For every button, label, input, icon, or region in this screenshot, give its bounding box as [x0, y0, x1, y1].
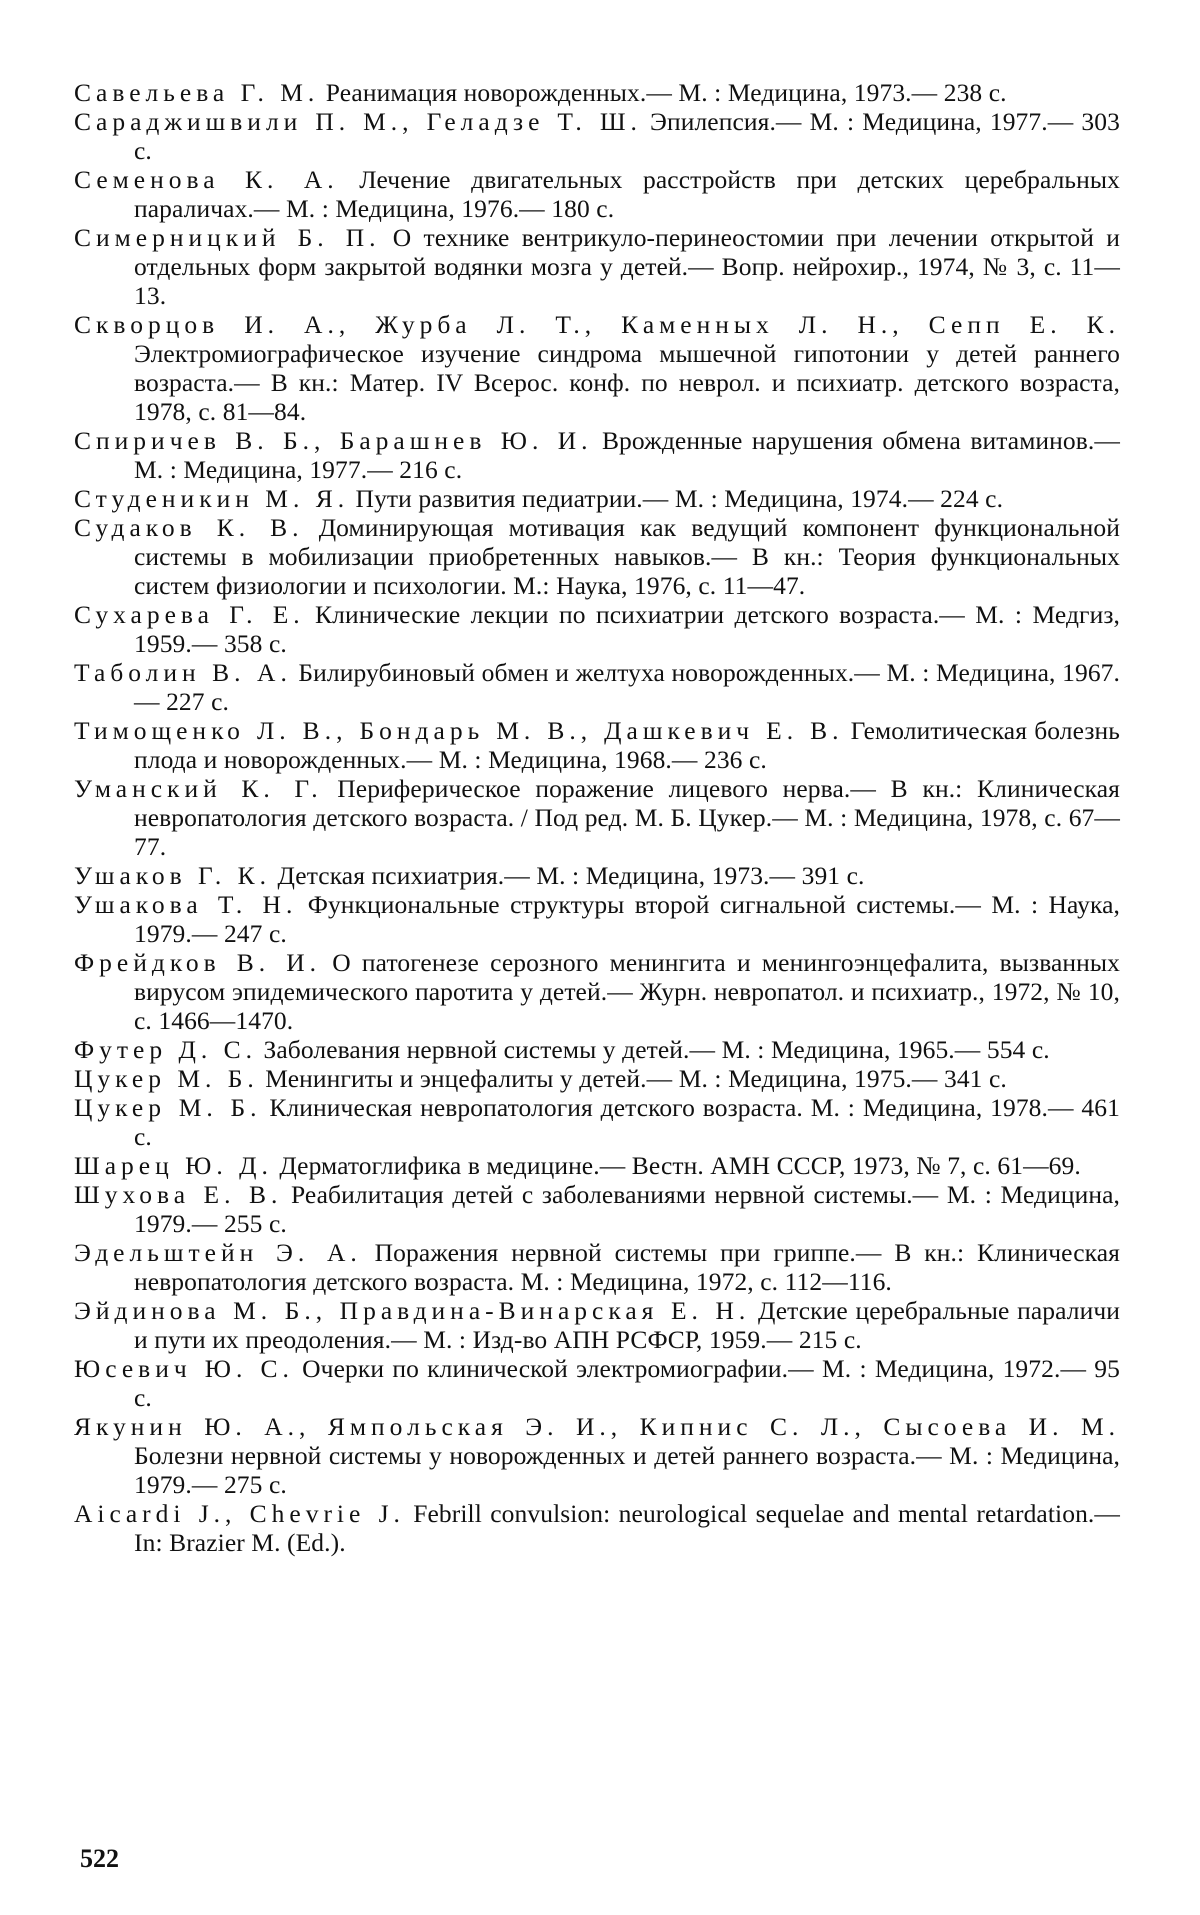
- reference-text: Febrill convulsion: neurological sequelae and mental retardation.— In: Brazier M. (Ed.).: [134, 1499, 1120, 1557]
- reference-entry: [74, 1412, 1120, 1499]
- reference-authors: Фрейдков В. И.: [74, 948, 321, 977]
- reference-entry: [74, 107, 1120, 165]
- reference-text: Детские церебральные параличи и пути их преодоления.— М. : Изд-во АПН РСФСР, 1959.— 215 с.: [134, 1296, 1120, 1354]
- reference-text: Заболевания нервной системы у детей.— М. : Медицина, 1965.— 554 с.: [257, 1035, 1050, 1064]
- reference-text: Детская психиатрия.— М. : Медицина, 1973.— 391 с.: [271, 861, 865, 890]
- reference-authors: Уманский К. Г.: [74, 774, 323, 803]
- reference-entry: [74, 1035, 1120, 1064]
- reference-authors: Савельева Г. М.: [74, 78, 319, 107]
- reference-authors: Судаков К. В.: [74, 513, 304, 542]
- reference-text: О технике вентрикуло-перинеостомии при лечении открытой и отдельных форм закрытой водянки мозга у детей.— Вопр. нейрохир., 1974, № 3, с. 11—13.: [134, 223, 1120, 310]
- reference-authors: Ушаков Г. К.: [74, 861, 271, 890]
- reference-entry: [74, 861, 1120, 890]
- reference-authors: Эйдинова М. Б., Правдина-Винарская Е. Н.: [74, 1296, 750, 1325]
- reference-text: Электромиографическое изучение синдрома мышечной гипотонии у детей раннего возраста.— В кн.: Матер. IV Всерос. конф. по неврол. и психиатр. детского возраста, 1978, с. 81—84.: [134, 339, 1120, 426]
- reference-text: Реабилитация детей с заболеваниями нервной системы.— М. : Медицина, 1979.— 255 с.: [134, 1180, 1120, 1238]
- reference-text: Реанимация новорожденных.— М. : Медицина, 1973.— 238 с.: [319, 78, 1006, 107]
- reference-text: Функциональные структуры второй сигнальной системы.— М. : Наука, 1979.— 247 с.: [134, 890, 1120, 948]
- reference-text: Билирубиновый обмен и желтуха новорожденных.— М. : Медицина, 1967.— 227 с.: [134, 658, 1120, 716]
- reference-entry: [74, 426, 1120, 484]
- reference-entry: [74, 658, 1120, 716]
- reference-entry: [74, 1180, 1120, 1238]
- reference-text: Эпилепсия.— М. : Медицина, 1977.— 303 с.: [134, 107, 1120, 165]
- reference-entry: [74, 1499, 1120, 1557]
- reference-entry: [74, 1354, 1120, 1412]
- reference-authors: Сараджишвили П. М., Геладзе Т. Ш.: [74, 107, 642, 136]
- reference-text: Врожденные нарушения обмена витаминов.— М. : Медицина, 1977.— 216 с.: [134, 426, 1120, 484]
- reference-authors: Шухова Е. В.: [74, 1180, 282, 1209]
- reference-text: Очерки по клинической электромиографии.— М. : Медицина, 1972.— 95 с.: [134, 1354, 1120, 1412]
- reference-authors: Цукер М. Б.: [74, 1064, 259, 1093]
- reference-text: Дерматоглифика в медицине.— Вестн. АМН СССР, 1973, № 7, с. 61—69.: [273, 1151, 1081, 1180]
- reference-entry: [74, 1238, 1120, 1296]
- reference-authors: Спиричев В. Б., Барашнев Ю. И.: [74, 426, 592, 455]
- reference-authors: Студеникин М. Я.: [74, 484, 349, 513]
- reference-authors: Эдельштейн Э. А.: [74, 1238, 362, 1267]
- reference-entry: [74, 890, 1120, 948]
- reference-entry: [74, 600, 1120, 658]
- reference-entry: [74, 1093, 1120, 1151]
- reference-authors: Aicardi J., Chevrie J.: [74, 1499, 405, 1528]
- reference-entry: [74, 78, 1120, 107]
- reference-entry: [74, 310, 1120, 426]
- reference-authors: Таболин В. А.: [74, 658, 292, 687]
- reference-authors: Футер Д. С.: [74, 1035, 257, 1064]
- reference-text: Клиническая невропатология детского возраста. М. : Медицина, 1978.— 461 с.: [134, 1093, 1120, 1151]
- reference-text: Доминирующая мотивация как ведущий компонент функциональной системы в мобилизации приобретенных навыков.— В кн.: Теория функциональных систем физиологии и психологии. М.: Наука, 1976, с. 11—47.: [134, 513, 1120, 600]
- reference-authors: Семенова К. А.: [74, 165, 339, 194]
- reference-authors: Тимощенко Л. В., Бондарь М. В., Дашкевич Е. В.: [74, 716, 844, 745]
- reference-entry: [74, 165, 1120, 223]
- reference-authors: Сухарева Г. Е.: [74, 600, 305, 629]
- reference-entry: [74, 1064, 1120, 1093]
- reference-entry: [74, 223, 1120, 310]
- reference-text: Клинические лекции по психиатрии детского возраста.— М. : Медгиз, 1959.— 358 с.: [134, 600, 1120, 658]
- reference-entry: [74, 1296, 1120, 1354]
- reference-text: Поражения нервной системы при гриппе.— В кн.: Клиническая невропатология детского возраста. М. : Медицина, 1972, с. 112—116.: [134, 1238, 1120, 1296]
- reference-entry: [74, 513, 1120, 600]
- reference-authors: Ушакова Т. Н.: [74, 890, 297, 919]
- reference-authors: Якунин Ю. А., Ямпольская Э. И., Кипнис С. Л., Сысоева И. М.: [74, 1412, 1120, 1441]
- reference-authors: Симерницкий Б. П.: [74, 223, 381, 252]
- reference-authors: Юсевич Ю. С.: [74, 1354, 294, 1383]
- reference-authors: Шарец Ю. Д.: [74, 1151, 273, 1180]
- bibliography-list: [74, 78, 1120, 1557]
- reference-authors: Цукер М. Б.: [74, 1093, 262, 1122]
- reference-authors: Скворцов И. А., Журба Л. Т., Каменных Л. Н., Сепп Е. К.: [74, 310, 1120, 339]
- reference-text: Болезни нервной системы у новорожденных и детей раннего возраста.— М. : Медицина, 1979.— 275 с.: [134, 1441, 1120, 1499]
- reference-entry: [74, 484, 1120, 513]
- reference-entry: [74, 716, 1120, 774]
- reference-entry: [74, 1151, 1120, 1180]
- reference-entry: [74, 774, 1120, 861]
- reference-text: Лечение двигательных расстройств при детских церебральных параличах.— М. : Медицина, 1976.— 180 с.: [134, 165, 1120, 223]
- reference-text: Гемолитическая болезнь плода и новорожденных.— М. : Медицина, 1968.— 236 с.: [134, 716, 1120, 774]
- reference-text: О патогенезе серозного менингита и менингоэнцефалита, вызванных вирусом эпидемического паротита у детей.— Журн. невропатол. и психиатр., 1972, № 10, с. 1466—1470.: [134, 948, 1120, 1035]
- reference-text: Менингиты и энцефалиты у детей.— М. : Медицина, 1975.— 341 с.: [259, 1064, 1007, 1093]
- reference-text: Пути развития педиатрии.— М. : Медицина, 1974.— 224 с.: [349, 484, 1003, 513]
- page-number: 522: [80, 1844, 119, 1874]
- reference-text: Периферическое поражение лицевого нерва.— В кн.: Клиническая невропатология детского возраста. / Под ред. М. Б. Цукер.— М. : Медицина, 1978, с. 67—77.: [134, 774, 1120, 861]
- reference-entry: [74, 948, 1120, 1035]
